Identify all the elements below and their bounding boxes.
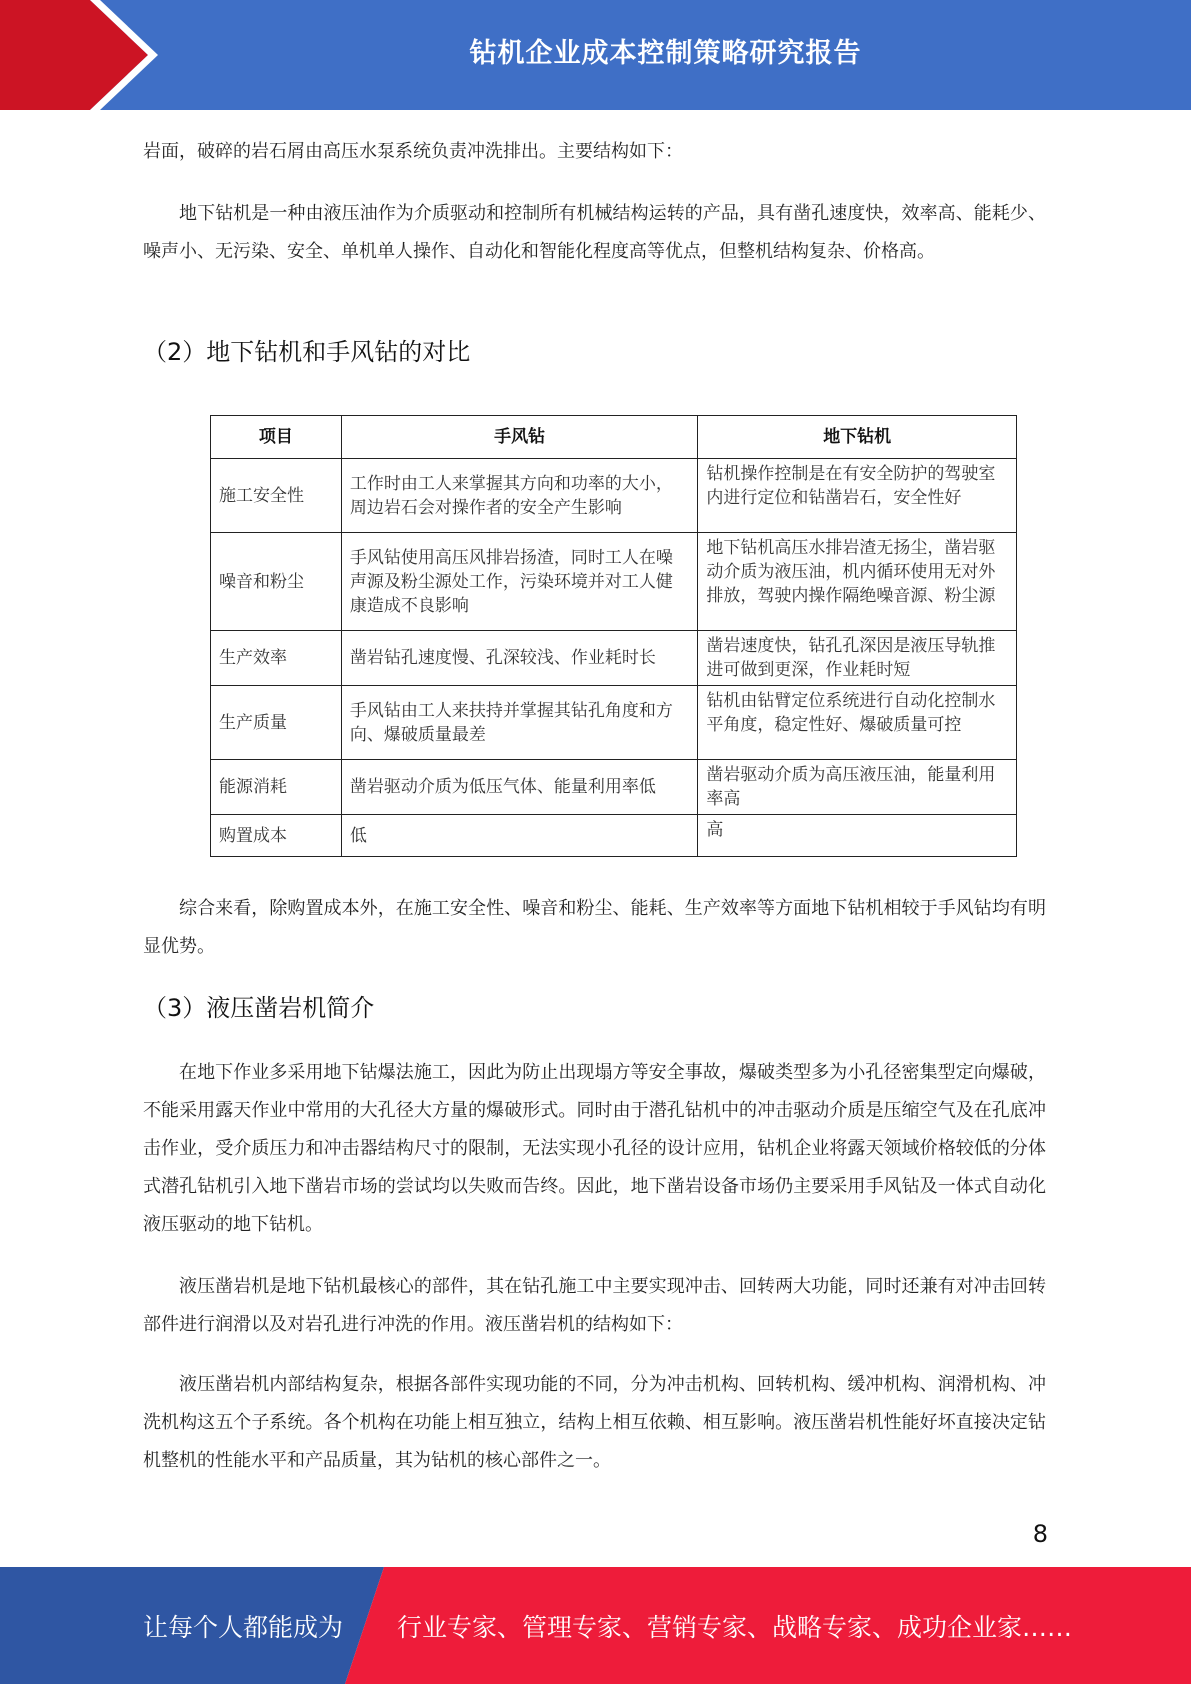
paragraph: 综合来看，除购置成本外，在施工安全性、噪音和粉尘、能耗、生产效率等方面地下钻机相较于手风钻均有明显优势。 xyxy=(143,898,1046,957)
table-cell: 高 xyxy=(698,815,1017,857)
table-cell: 手风钻使用高压风排岩扬渣，同时工人在噪声源及粉尘源处工作，污染环境并对工人健康造成不良影响 xyxy=(341,533,698,631)
section-heading: （3）液压凿岩机简介 xyxy=(143,994,375,1022)
body-block-3 xyxy=(143,1366,1046,1480)
intro-block xyxy=(143,133,1046,171)
paragraph: 液压凿岩机内部结构复杂，根据各部件实现功能的不同，分为冲击机构、回转机构、缓冲机构、润滑机构、冲洗机构这五个子系统。各个机构在功能上相互独立，结构上相互依赖、相互影响。液压凿岩机性能好坏直接决定钻机整机的性能水平和产品质量，其为钻机的核心部件之一。 xyxy=(143,1374,1046,1471)
section-heading: （2）地下钻机和手风钻的对比 xyxy=(143,338,471,366)
table-cell: 凿岩驱动介质为低压气体、能量利用率低 xyxy=(341,760,698,815)
body-block-1 xyxy=(143,1054,1046,1244)
paragraph: 在地下作业多采用地下钻爆法施工，因此为防止出现塌方等安全事故，爆破类型多为小孔径密集型定向爆破，不能采用露天作业中常用的大孔径大方量的爆破形式。同时由于潜孔钻机中的冲击驱动介质是压缩空气及在孔底冲击作业，受介质压力和冲击器结构尺寸的限制，无法实现小孔径的设计应用，钻机企业将露天领域价格较低的分体式潜孔钻机引入地下凿岩市场的尝试均以失败而告终。因此，地下凿岩设备市场仍主要采用手风钻及一体式自动化液压驱动的地下钻机。 xyxy=(143,1062,1046,1235)
column-header: 手风钻 xyxy=(341,416,698,459)
table-row xyxy=(211,760,1017,815)
paragraph: 地下钻机是一种由液压油作为介质驱动和控制所有机械结构运转的产品，具有凿孔速度快，效率高、能耗少、噪声小、无污染、安全、单机单人操作、自动化和智能化程度高等优点，但整机结构复杂、价格高。 xyxy=(143,203,1046,262)
report-title: 钻机企业成本控制策略研究报告 xyxy=(469,37,862,69)
table-cell: 钻机操作控制是在有安全防护的驾驶室内进行定位和钻凿岩石，安全性好 xyxy=(698,459,1017,533)
table-cell: 凿岩速度快，钻孔孔深因是液压导轨推进可做到更深，作业耗时短 xyxy=(698,631,1017,686)
paragraph: 岩面，破碎的岩石屑由高压水泵系统负责冲洗排出。主要结构如下： xyxy=(143,141,683,162)
table-cell: 购置成本 xyxy=(211,815,342,857)
table-cell: 钻机由钻臂定位系统进行自动化控制水平角度，稳定性好、爆破质量可控 xyxy=(698,686,1017,760)
footer-slogan-right: 行业专家、管理专家、营销专家、战略专家、成功企业家…… xyxy=(397,1612,1073,1642)
table-row xyxy=(211,459,1017,533)
column-header: 地下钻机 xyxy=(698,416,1017,459)
footer-slogan-left: 让每个人都能成为 xyxy=(143,1612,344,1642)
intro-block-2 xyxy=(143,195,1046,271)
table-cell: 生产质量 xyxy=(211,686,342,760)
comparison-table xyxy=(210,415,1017,857)
table-cell: 工作时由工人来掌握其方向和功率的大小，周边岩石会对操作者的安全产生影响 xyxy=(341,459,698,533)
table-header-row xyxy=(211,416,1017,459)
table-row xyxy=(211,631,1017,686)
table-cell: 凿岩钻孔速度慢、孔深较浅、作业耗时长 xyxy=(341,631,698,686)
header-chevron-icon xyxy=(0,0,160,110)
table-cell: 施工安全性 xyxy=(211,459,342,533)
table-cell: 噪音和粉尘 xyxy=(211,533,342,631)
column-header: 项目 xyxy=(211,416,342,459)
table-cell: 地下钻机高压水排岩渣无扬尘，凿岩驱动介质为液压油，机内循环使用无对外排放，驾驶内操作隔绝噪音源、粉尘源 xyxy=(698,533,1017,631)
summary-block xyxy=(143,890,1046,966)
table-cell: 能源消耗 xyxy=(211,760,342,815)
table-row xyxy=(211,686,1017,760)
page-number: 8 xyxy=(1032,1520,1048,1548)
paragraph: 液压凿岩机是地下钻机最核心的部件，其在钻孔施工中主要实现冲击、回转两大功能，同时还兼有对冲击回转部件进行润滑以及对岩孔进行冲洗的作用。液压凿岩机的结构如下： xyxy=(143,1276,1046,1335)
table-cell: 凿岩驱动介质为高压液压油，能量利用率高 xyxy=(698,760,1017,815)
table-cell: 生产效率 xyxy=(211,631,342,686)
table-cell: 手风钻由工人来扶持并掌握其钻孔角度和方向、爆破质量最差 xyxy=(341,686,698,760)
table-row xyxy=(211,533,1017,631)
body-block-2 xyxy=(143,1268,1046,1344)
page-footer xyxy=(0,1567,1191,1684)
table-row xyxy=(211,815,1017,857)
table-cell: 低 xyxy=(341,815,698,857)
page-header xyxy=(0,0,1191,110)
